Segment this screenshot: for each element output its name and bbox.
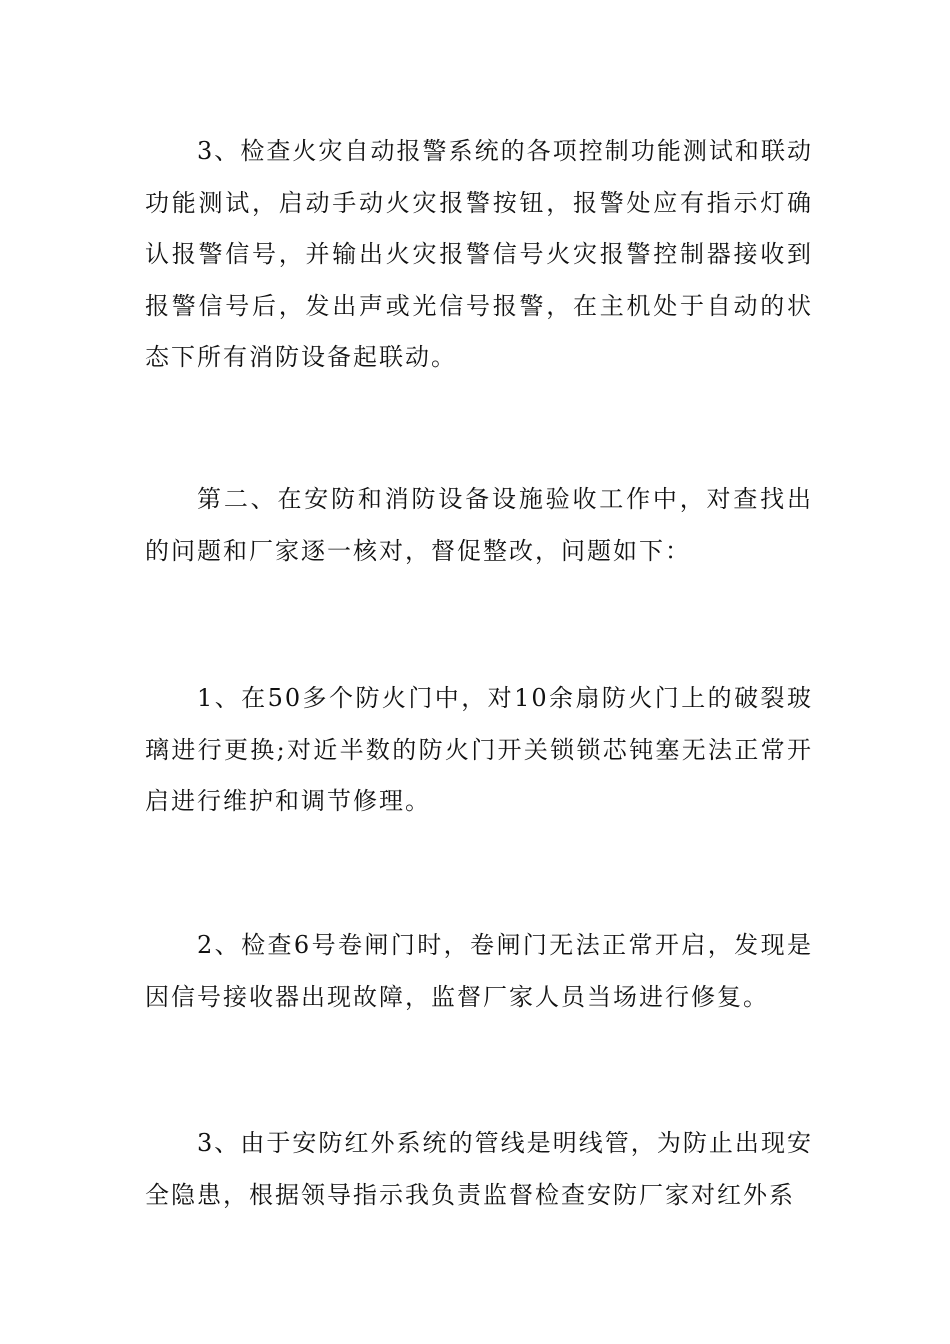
- paragraph-section-two-intro: 第二、在安防和消防设备设施验收工作中，对查找出的问题和厂家逐一核对，督促整改，问题如下：: [145, 485, 813, 565]
- paragraph-fire-alarm-test: 3、检查火灾自动报警系统的各项控制功能测试和联动功能测试，启动手动火灾报警按钮，报警处应有指示灯确认报警信号，并输出火灾报警信号火灾报警控制器接收到报警信号后，发出声或光信号报警，在主机处于自动的状态下所有消防设备起联动。: [145, 137, 813, 371]
- paragraph-fire-door-issue: 1、在50多个防火门中，对10余扇防火门上的破裂玻璃进行更换;对近半数的防火门开关锁锁芯钝塞无法正常开启进行维护和调节修理。: [145, 684, 813, 815]
- paragraph-rolling-door-issue: 2、检查6号卷闸门时，卷闸门无法正常开启，发现是因信号接收器出现故障，监督厂家人员当场进行修复。: [145, 931, 813, 1011]
- paragraph-infrared-system-issue: 3、由于安防红外系统的管线是明线管，为防止出现安全隐患，根据领导指示我负责监督检查安防厂家对红外系: [145, 1129, 813, 1209]
